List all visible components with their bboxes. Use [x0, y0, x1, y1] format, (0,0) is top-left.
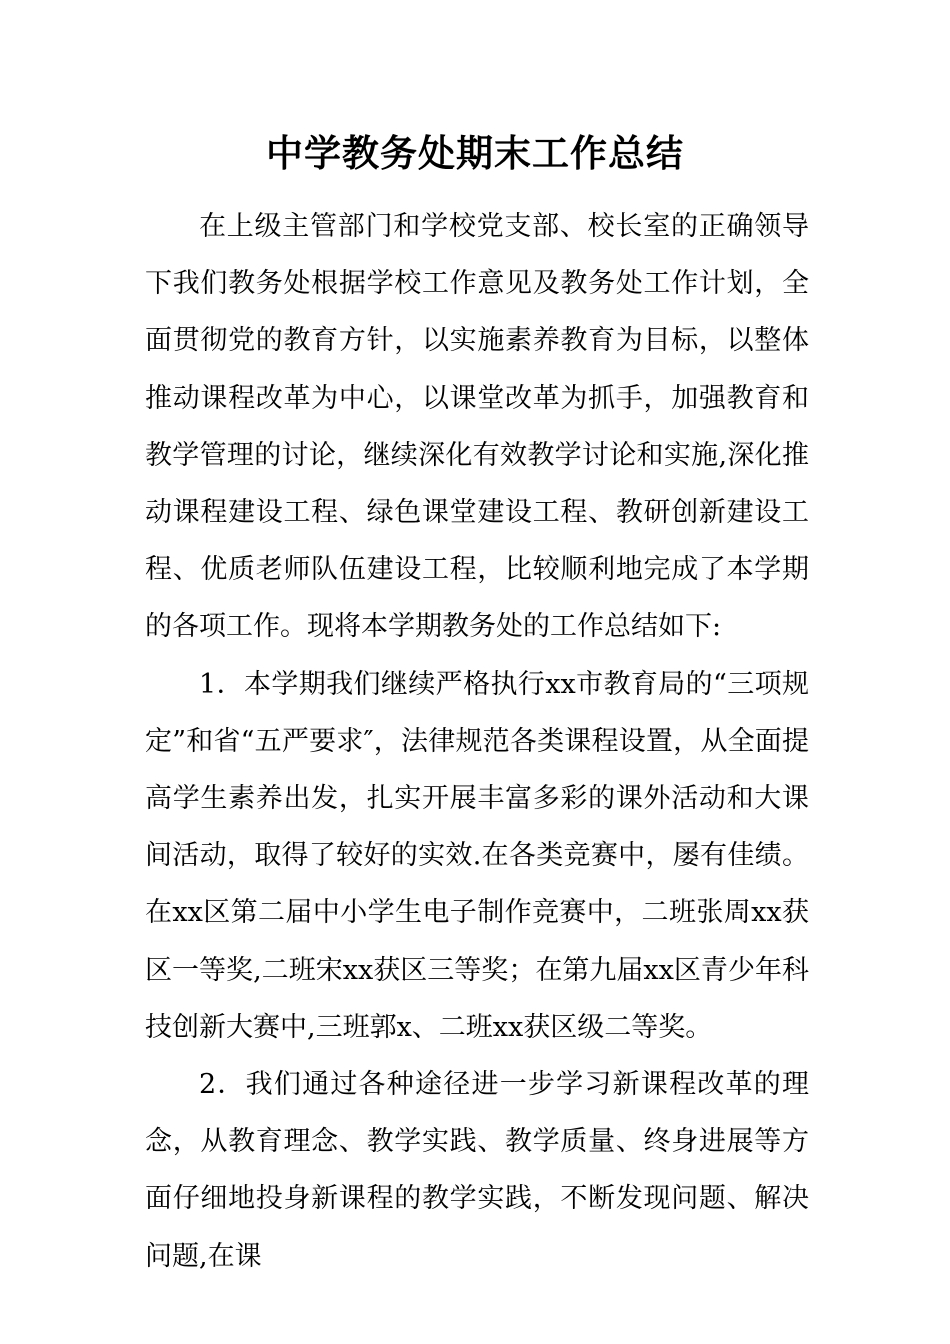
- document-title: 中学教务处期末工作总结: [266, 131, 684, 175]
- paragraph-intro: 在上级主管部门和学校党支部、校长室的正确领导下我们教务处根据学校工作意见及教务处工作计划，全面贯彻党的教育方针，以实施素养教育为目标，以整体推动课程改革为中心，以课堂改革为抓手，加强教育和教学管理的讨论，继续深化有效教学讨论和实施,深化推动课程建设工程、绿色课堂建设工程、教研创新建设工程、优质老师队伍建设工程，比较顺利地完成了本学期的各项工作。现将本学期教务处的工作总结如下:: [145, 211, 809, 643]
- paragraph-item-2: 2．我们通过各种途径进一步学习新课程改革的理念，从教育理念、教学实践、教学质量、终身进展等方面仔细地投身新课程的教学实践，不断发现问题、解决问题,在课: [145, 1069, 809, 1272]
- document-body: [145, 198, 809, 1285]
- paragraph-item-1: 1．本学期我们继续严格执行xx市教育局的“三项规定”和省“五严要求″，法律规范各类课程设置，从全面提高学生素养出发，扎实开展丰富多彩的课外活动和大课间活动，取得了较好的实效.在各类竞赛中，屡有佳绩。在xx区第二届中小学生电子制作竞赛中，二班张周xx获区一等奖,二班宋xx获区三等奖；在第九届xx区青少年科技创新大赛中,三班郭x、二班xx获区级二等奖。: [145, 668, 809, 1043]
